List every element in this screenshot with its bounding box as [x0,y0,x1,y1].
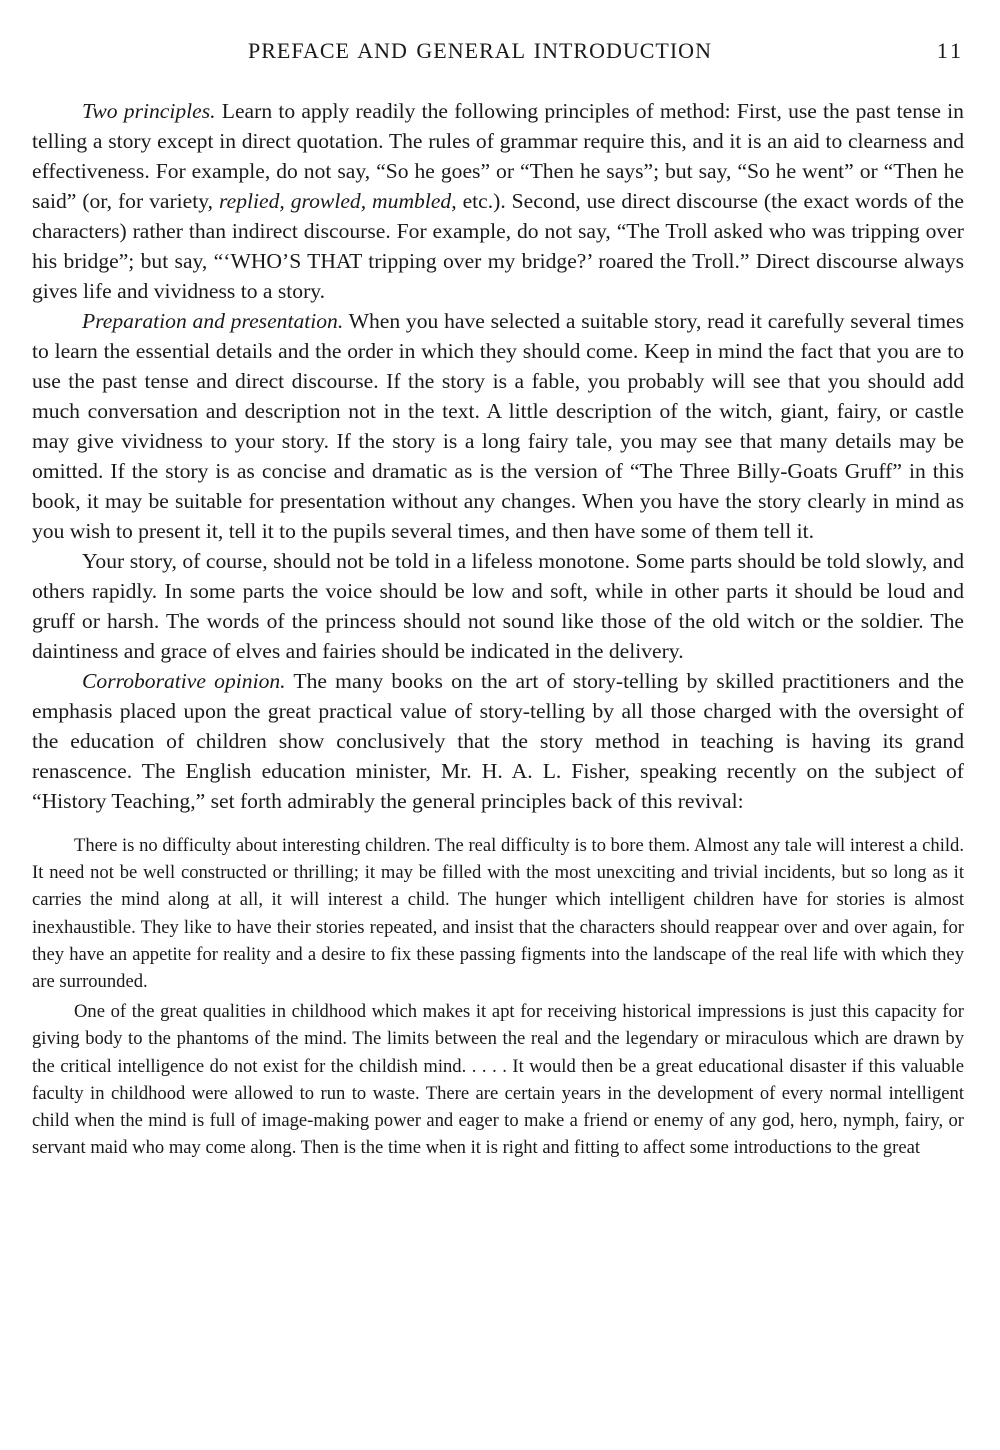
page-number: 11 [936,38,964,63]
paragraph-lead: Two principles. [82,99,216,123]
book-page [32,38,964,1161]
paragraph-corroborative [32,666,964,816]
paragraph-text: Your story, of course, should not be told in a lifeless monotone. Some parts should be told slowly, and others rapidly. In some parts the voice should be low and soft, while in other parts it should be loud and gruff or harsh. The words of the princess should not sound like those of the old witch or the soldier. The daintiness and grace of elves and fairies should be indicated in the delivery. [32,549,964,663]
paragraph-text: When you have selected a suitable story, read it carefully several times to learn the essential details and the order in which they should come. Keep in mind the fact that you are to use the past tense and direct discourse. If the story is a fable, you probably will see that you should add much conversation and description not in the text. A little description of the witch, giant, fairy, or castle may give vividness to your story. If the story is a long fairy tale, you may see that many details may be omitted. If the story is as concise and dramatic as is the version of “The Three Billy-Goats Gruff” in this book, it may be suitable for presentation without any changes. When you have the story clearly in mind as you wish to present it, tell it to the pupils several times, and then have some of them tell it. [32,309,964,543]
paragraph-text: Learn to apply readily the following principles of method: First, use the past tense in telling a story except in direct quotation. The rules of grammar require this, and it is an aid to clearness and effectiveness. For example, do not say, “So he goes” or “Then he says”; but say, “So he went” or “Then he said” (or, for variety, [32,99,964,213]
italic-verbs: replied, growled, mumbled, [219,189,457,213]
main-text [32,96,964,816]
paragraph-delivery [32,546,964,666]
quote-paragraph: There is no difficulty about interesting children. The real difficulty is to bore them. Almost any tale will interest a child. It need not be well constructed or thrilling; it may be filled with the most unexciting and trivial incidents, but so long as it carries the mind along at all, it will interest a child. The hunger which intelligent children have for stories is almost inexhaustible. They like to have their stories repeated, and insist that the characters should reappear over and over again, for they have an appetite for reality and a desire to fix these passing figments into the landscape of the real life with which they are surrounded. [32,835,964,993]
running-head [32,38,964,72]
quote-paragraph: One of the great qualities in childhood which makes it apt for receiving historical impressions is just this capacity for giving body to the phantoms of the mind. The limits between the real and the legendary or miraculous which are drawn by the critical intelligence do not exist for the childish mind. . . . . It would then be a great educational disaster if this valuable faculty in childhood were allowed to run to waste. There are certain years in the development of every normal intelligent child when the mind is full of image-making power and eager to make a friend or enemy of any god, hero, nymph, fairy, or servant maid who may come along. Then is the time when it is right and fitting to affect some introductions to the great [32,1001,964,1159]
paragraph-text: etc.). Second, use direct discourse (the exact words of the characters) rather than indirect discourse. For example, do not say, “The Troll asked who was tripping over his bridge”; but say, “‘WHO’S THAT tripping over my bridge?’ roared the Troll.” Direct discourse always gives life and vividness to a story. [32,189,964,303]
paragraph-lead: Corroborative opinion. [82,669,286,693]
page-title: PREFACE AND GENERAL INTRODUCTION [248,38,712,63]
block-quote [32,832,964,1161]
paragraph-lead: Preparation and presentation. [82,309,344,333]
paragraph-preparation [32,306,964,546]
paragraph-text: The many books on the art of story-telling by skilled practitioners and the emphasis placed upon the great practical value of story-telling by all those charged with the oversight of the education of children show conclusively that the story method in teaching is having its grand renascence. The English education minister, Mr. H. A. L. Fisher, speaking recently on the subject of “History Teaching,” set forth admirably the general principles back of this revival: [32,669,964,813]
paragraph-two-principles [32,96,964,306]
